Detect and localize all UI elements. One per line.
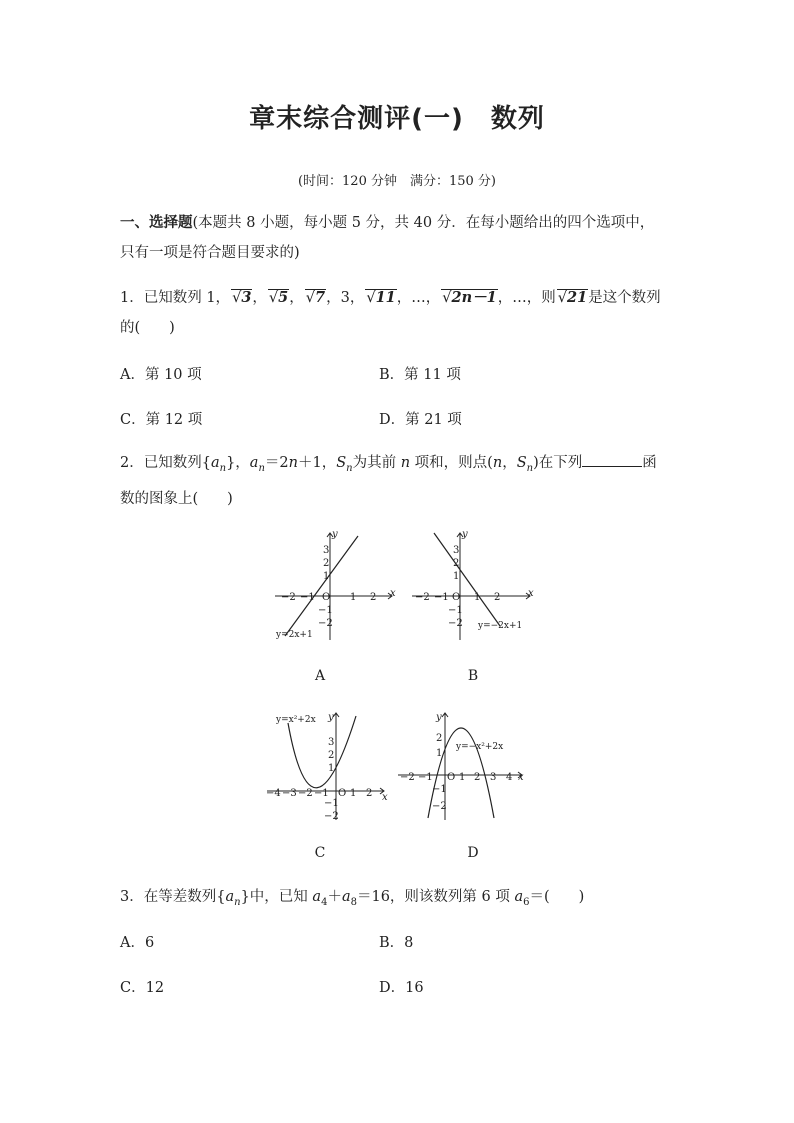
svg-text:−1: −1: [324, 798, 339, 809]
q3-text-c: ＝16，则该数列第 6 项: [356, 889, 510, 905]
svg-text:−2: −2: [324, 811, 339, 822]
svg-text:2: 2: [494, 592, 501, 603]
exam-meta: (时间：120 分钟 满分：150 分): [297, 174, 497, 189]
sqrt-3: √ 3: [231, 289, 252, 306]
q1-option-a[interactable]: A．第 10 项: [120, 367, 202, 383]
graph-a-label: A: [314, 668, 326, 684]
graph-c[interactable]: [262, 708, 392, 823]
svg-text:O: O: [322, 592, 331, 603]
question-1: 1．已知数列 1，√ 3，√ 5，√ 7，3，√ 11，…，√ 2n－1，…，则√ 21是这个数列 的( ): [120, 283, 680, 343]
sqrt-21: √ 21: [557, 289, 588, 306]
q1-prefix: 1．已知数列 1，: [120, 290, 231, 306]
page-title: 章末综合测评(一) 数列: [249, 104, 545, 134]
sqrt-11: √ 11: [365, 289, 396, 306]
section-heading: [120, 208, 680, 268]
svg-text:3: 3: [490, 772, 497, 783]
svg-text:−2: −2: [298, 788, 313, 799]
q2-text-e: 为其前: [352, 455, 397, 471]
svg-text:1: 1: [436, 748, 443, 759]
svg-text:−2: −2: [432, 801, 447, 812]
graph-b-label: B: [467, 668, 479, 684]
section-label: 一、选择题: [120, 215, 193, 231]
graph-d[interactable]: [396, 708, 526, 823]
graph-a-func: y=2x+1: [276, 630, 313, 640]
svg-text:x: x: [528, 588, 534, 599]
q3-option-d[interactable]: D．16: [379, 980, 424, 996]
sqrt-7: √ 7: [305, 289, 326, 306]
q1-option-b[interactable]: B．第 11 项: [379, 367, 461, 383]
svg-text:−4: −4: [266, 788, 281, 799]
svg-text:x: x: [382, 792, 388, 803]
q2-text-g: ，: [502, 455, 517, 471]
q2-text-a: 2．已知数列{: [120, 455, 211, 471]
svg-text:3: 3: [328, 737, 335, 748]
svg-text:1: 1: [459, 772, 466, 783]
svg-text:2: 2: [323, 558, 330, 569]
svg-text:2: 2: [453, 558, 460, 569]
svg-text:O: O: [338, 788, 347, 799]
svg-text:3: 3: [453, 545, 460, 556]
svg-text:2: 2: [436, 733, 443, 744]
graph-d-func: y=−x²+2x: [456, 742, 504, 752]
section-desc-line1: (本题共 8 小题，每小题 5 分，共 40 分．在每小题给出的四个选项中，: [192, 215, 655, 231]
svg-text:2: 2: [328, 750, 335, 761]
q1-suffix: 是这个数列: [588, 290, 661, 306]
question-2: 2．已知数列$\{a_n\}$，$a_n=2n+1$，$S_n$为其前 n 项和，则点(n，$S_n$)在下列 函 数的图象上( ): [120, 448, 680, 514]
section-desc-line2: 只有一项是符合题目要求的): [120, 245, 300, 261]
svg-text:y: y: [328, 712, 334, 723]
svg-text:−1: −1: [448, 605, 463, 616]
svg-text:1: 1: [350, 788, 357, 799]
q2-text-i: 函: [642, 455, 657, 471]
svg-text:−1: −1: [314, 788, 329, 799]
sqrt-5: √ 5: [268, 289, 289, 306]
svg-text:x: x: [518, 772, 524, 783]
q2-text-c: ＝2: [264, 455, 289, 471]
svg-text:1: 1: [328, 763, 335, 774]
svg-text:−1: −1: [434, 592, 449, 603]
svg-text:−2: −2: [415, 592, 430, 603]
svg-text:−1: −1: [418, 772, 433, 783]
graph-b-func: y=−2x+1: [478, 621, 523, 631]
q2-text-f: 项和，则点(: [414, 455, 493, 471]
svg-text:2: 2: [370, 592, 377, 603]
q3-text-d: ＝( ): [529, 889, 585, 905]
svg-text:1: 1: [323, 571, 330, 582]
svg-text:2: 2: [474, 772, 481, 783]
svg-text:3: 3: [323, 545, 330, 556]
q1-line2: 的( ): [120, 320, 175, 336]
svg-text:−1: −1: [300, 592, 315, 603]
svg-text:2: 2: [366, 788, 373, 799]
q1-option-c[interactable]: C．第 12 项: [120, 412, 203, 428]
graph-d-label: D: [467, 845, 479, 861]
svg-text:−1: −1: [432, 784, 447, 795]
graph-b[interactable]: [410, 528, 540, 643]
q3-option-b[interactable]: B．8: [379, 935, 414, 951]
answer-blank[interactable]: [582, 452, 642, 467]
svg-text:y: y: [436, 712, 442, 723]
q2-text-d: ＋1，: [297, 455, 337, 471]
question-3: 3．在等差数列$\{a_n\}$中，已知 $a_4+a_8=16$，则该数列第 6 项 $a_6=$( ): [120, 889, 585, 908]
svg-text:−2: −2: [400, 772, 415, 783]
svg-text:O: O: [452, 592, 461, 603]
svg-text:y: y: [332, 529, 338, 540]
svg-text:1: 1: [474, 592, 481, 603]
svg-text:−2: −2: [448, 618, 463, 629]
svg-text:O: O: [447, 772, 456, 783]
q2-text-h: )在下列: [533, 455, 583, 471]
svg-text:−2: −2: [281, 592, 296, 603]
graph-b-line: [434, 533, 500, 626]
graph-c-label: C: [314, 845, 326, 861]
svg-text:−2: −2: [318, 618, 333, 629]
graph-c-curve: [288, 716, 356, 788]
q3-option-c[interactable]: C．12: [120, 980, 165, 996]
q2-line2: 数的图象上( ): [120, 490, 233, 507]
svg-text:x: x: [390, 588, 396, 599]
svg-text:4: 4: [506, 772, 513, 783]
q1-mid: ，3，: [326, 290, 365, 306]
q3-option-a[interactable]: A．6: [120, 935, 155, 951]
svg-text:1: 1: [453, 571, 460, 582]
svg-text:1: 1: [350, 592, 357, 603]
graph-c-func: y=x²+2x: [276, 715, 316, 725]
q1-option-d[interactable]: D．第 21 项: [379, 412, 462, 428]
svg-text:y: y: [462, 529, 468, 540]
q1-dots: ，…，: [396, 290, 441, 306]
q2-text-b: }，: [226, 455, 250, 471]
graph-a[interactable]: [270, 528, 400, 643]
svg-text:−1: −1: [318, 605, 333, 616]
svg-text:−3: −3: [282, 788, 297, 799]
sqrt-2n-1: √ 2n－1: [441, 289, 497, 306]
q3-text-a: 3．在等差数列{: [120, 889, 226, 905]
q3-text-b: }中，已知: [240, 889, 308, 905]
q1-dots2: ，…，则: [497, 290, 556, 306]
